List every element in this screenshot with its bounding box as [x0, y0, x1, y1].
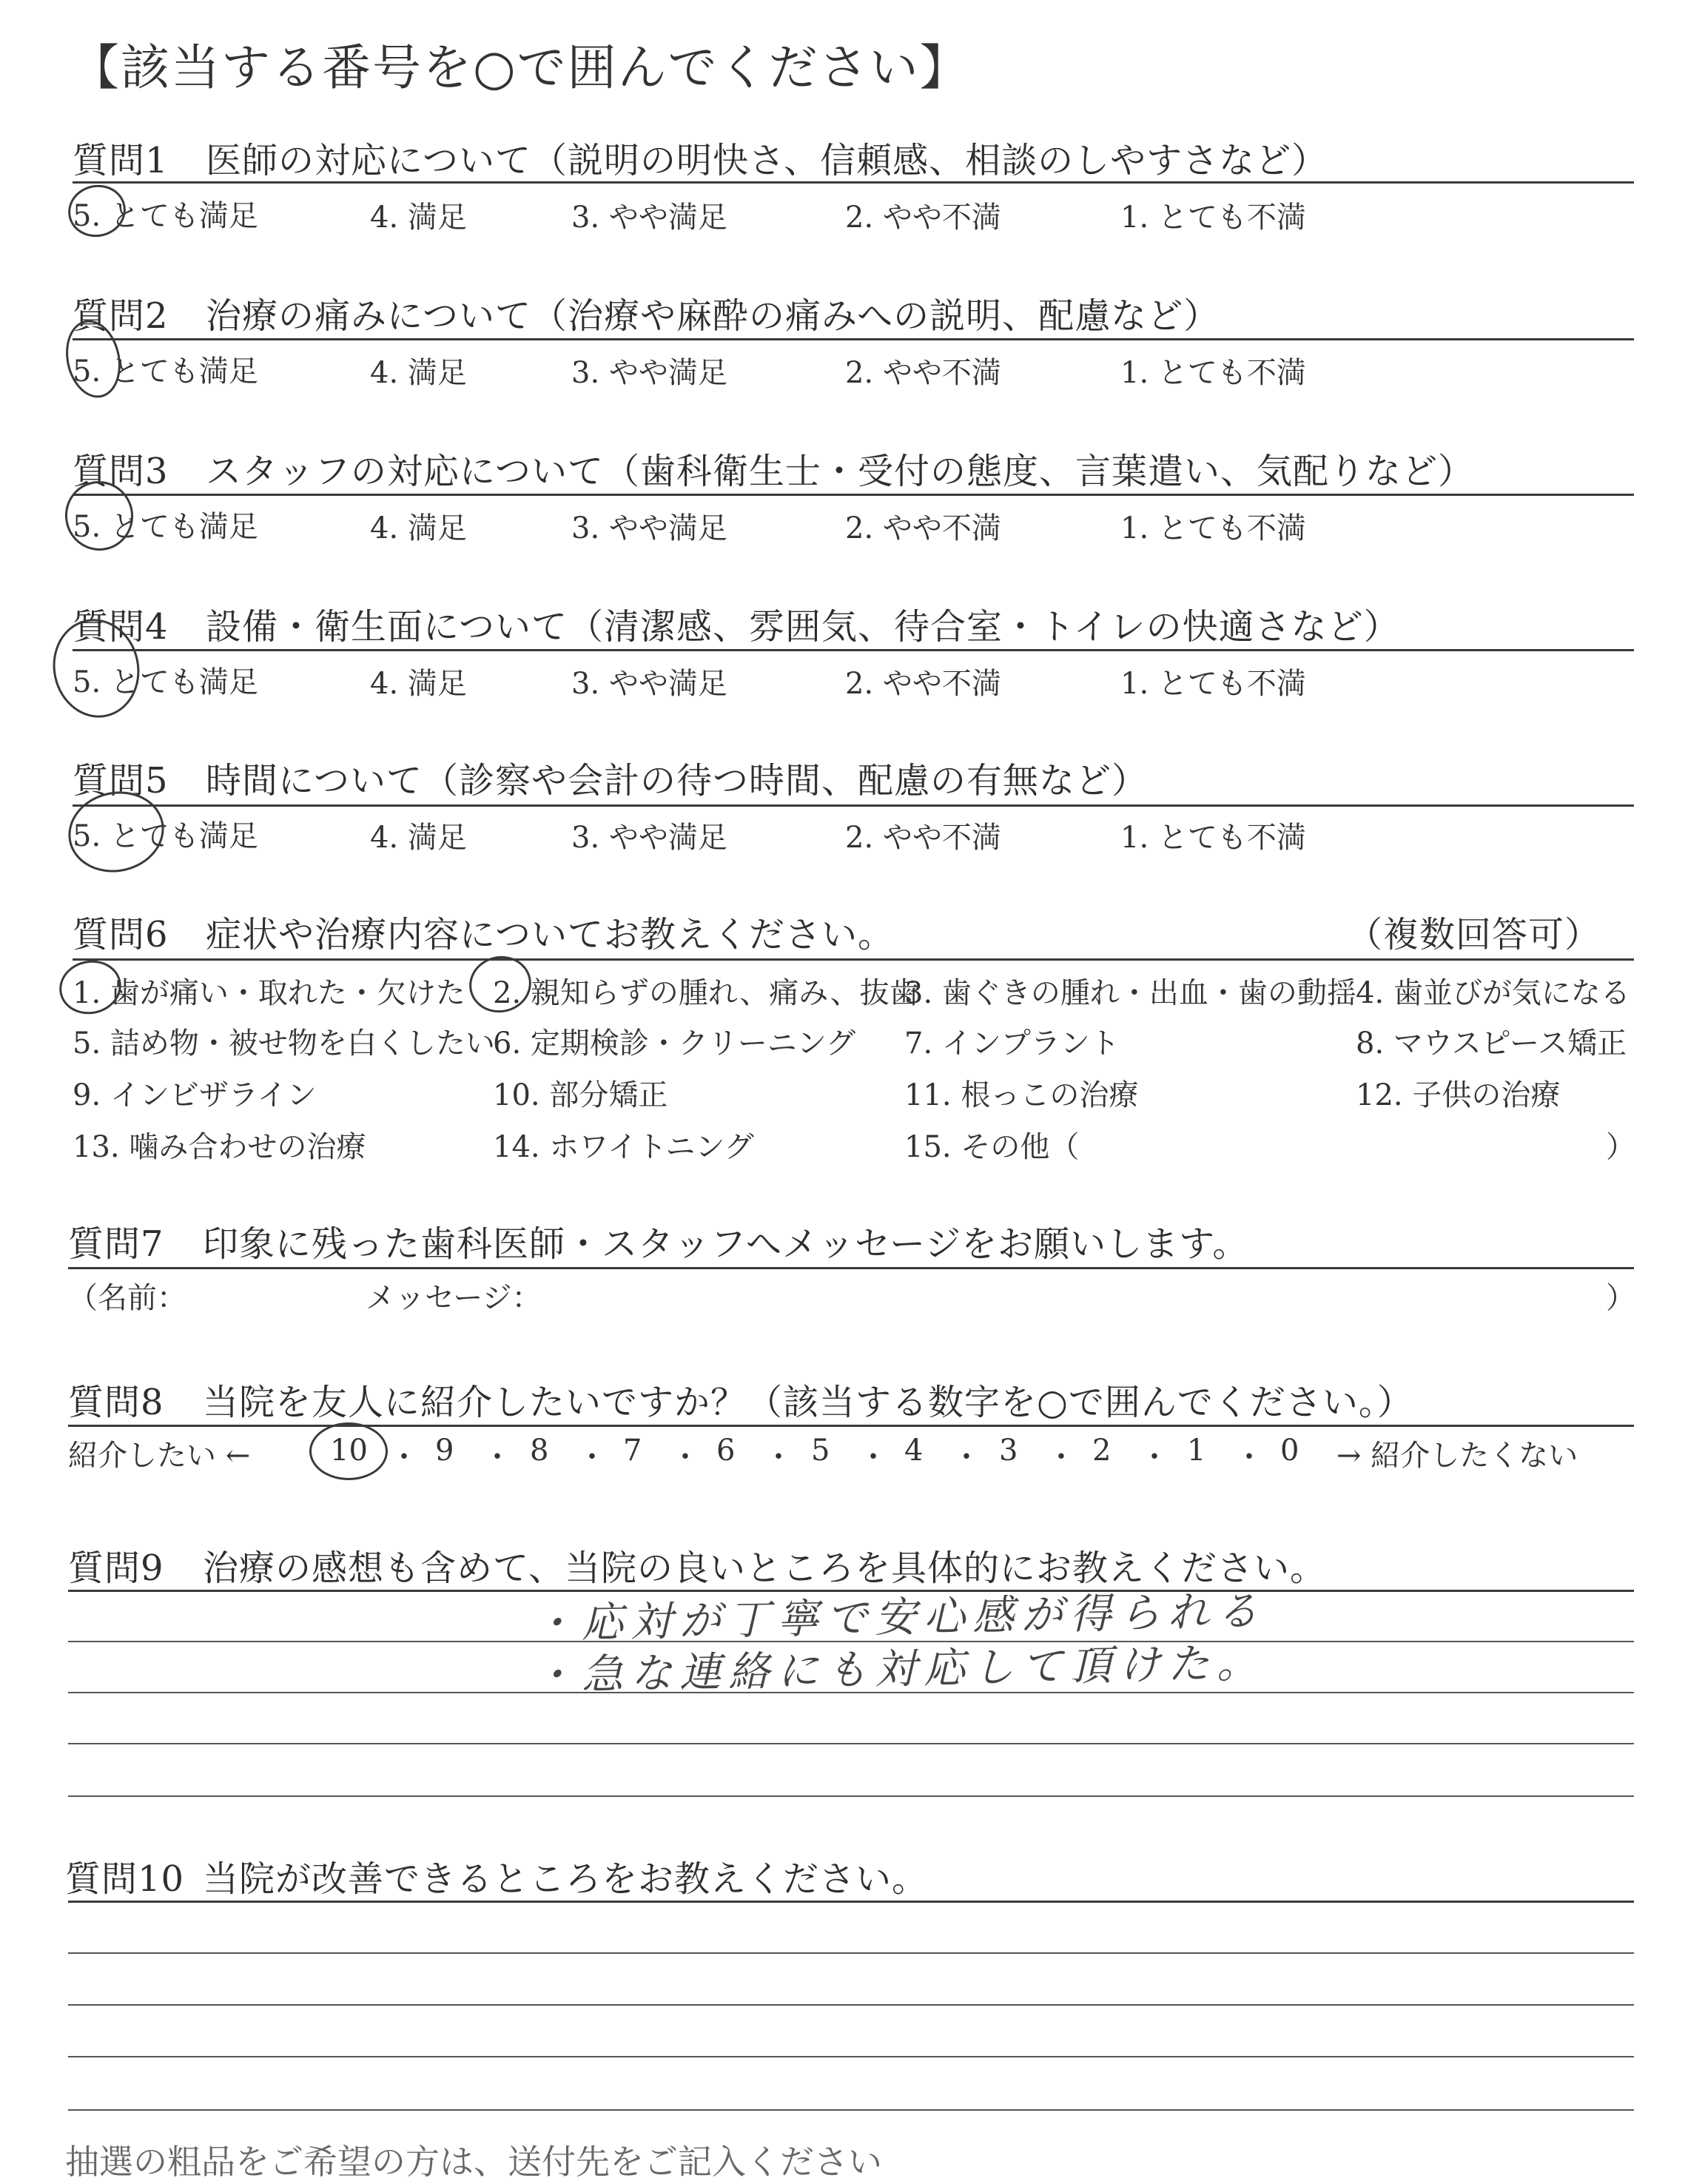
question-7-text: 印象に残った歯科医師・スタッフへメッセージをお願いします。: [203, 1223, 1249, 1265]
q8-score-2[interactable]: 2: [1092, 1434, 1112, 1468]
q1-option-3[interactable]: 3. やや満足: [571, 201, 727, 235]
q8-score-8[interactable]: 8: [530, 1434, 549, 1468]
q2-option-2[interactable]: 2. やや不満: [845, 356, 1001, 390]
q1-option-4[interactable]: 4. 満足: [370, 201, 467, 235]
q6-other-close: ）: [1606, 1130, 1635, 1164]
question-6-label: 質問6: [73, 914, 169, 955]
question-3-text: スタッフの対応について（歯科衛生士・受付の態度、言葉遣い、気配りなど）: [206, 451, 1475, 492]
q8-sep: ・: [482, 1440, 512, 1474]
q6-option-6[interactable]: 6. 定期検診・クリーニング: [493, 1027, 856, 1061]
q8-score-7[interactable]: 7: [623, 1434, 642, 1468]
q6-option-2[interactable]: 2. 親知らずの腫れ、痛み、抜歯: [493, 976, 919, 1010]
q3-option-3[interactable]: 3. やや満足: [571, 511, 727, 545]
q6-option-1[interactable]: 1. 歯が痛い・取れた・欠けた: [73, 976, 465, 1010]
question-2-label: 質問2: [73, 295, 169, 337]
q5-option-4[interactable]: 4. 満足: [370, 821, 467, 855]
footer-cutoff-text: 抽選の粗品をご希望の方は、送付先をご記入ください: [65, 2142, 882, 2182]
question-3-rule: [73, 494, 1634, 496]
q6-option-14[interactable]: 14. ホワイトニング: [493, 1130, 754, 1164]
q10-answer-line: [68, 2109, 1634, 2111]
q8-right-label: → 紹介したくない: [1336, 1439, 1578, 1473]
question-6-text: 症状や治療内容についてお教えください。: [206, 914, 895, 955]
q8-sep: ・: [1234, 1440, 1264, 1474]
q6-option-5[interactable]: 5. 詰め物・被せ物を白くしたい: [73, 1027, 495, 1061]
question-5-label: 質問5: [73, 760, 169, 802]
q5-option-5[interactable]: 5. とても満足: [73, 819, 258, 853]
question-4-text: 設備・衛生面について（清潔感、雰囲気、待合室・トイレの快適さなど）: [206, 606, 1400, 648]
q4-option-5[interactable]: 5. とても満足: [73, 665, 258, 699]
q7-message-label: メッセージ：: [366, 1281, 542, 1315]
q1-option-1[interactable]: 1. とても不満: [1120, 201, 1306, 235]
q1-option-5[interactable]: 5. とても満足: [73, 199, 258, 233]
q3-option-5[interactable]: 5. とても満足: [73, 510, 258, 544]
q8-sep: ・: [389, 1440, 419, 1474]
question-4-rule: [73, 649, 1634, 651]
q10-answer-line: [68, 2056, 1634, 2057]
q6-option-10[interactable]: 10. 部分矯正: [493, 1078, 668, 1112]
q8-score-0[interactable]: 0: [1280, 1434, 1299, 1468]
q6-option-13[interactable]: 13. 噛み合わせの治療: [73, 1130, 366, 1164]
question-3-label: 質問3: [73, 451, 169, 492]
q8-sep: ・: [1046, 1440, 1076, 1474]
q8-sep: ・: [1140, 1440, 1169, 1474]
question-7-label: 質問7: [68, 1223, 164, 1265]
question-10-rule: [68, 1901, 1634, 1903]
q9-handwritten-answer-2: ・急な連絡にも対応して頂けた。: [532, 1639, 1266, 1700]
q5-option-1[interactable]: 1. とても不満: [1120, 821, 1306, 855]
q4-option-2[interactable]: 2. やや不満: [845, 667, 1001, 701]
q4-option-4[interactable]: 4. 満足: [370, 667, 467, 701]
question-2-text: 治療の痛みについて（治療や麻酔の痛みへの説明、配慮など）: [206, 295, 1220, 337]
q10-answer-line: [68, 1952, 1634, 1954]
q8-selection-circle: [309, 1422, 388, 1480]
q7-name-label: （名前：: [68, 1281, 186, 1315]
form-title: 【該当する番号を○で囲んでください】: [70, 39, 970, 96]
q2-option-5[interactable]: 5. とても満足: [73, 355, 258, 389]
q7-close: ）: [1606, 1281, 1635, 1315]
question-8-rule: [68, 1425, 1634, 1427]
q4-option-3[interactable]: 3. やや満足: [571, 667, 727, 701]
q9-answer-line: [68, 1795, 1634, 1797]
q6-option-7[interactable]: 7. インプラント: [904, 1027, 1120, 1061]
question-9-label: 質問9: [68, 1548, 164, 1589]
question-1-rule: [73, 181, 1634, 184]
q5-option-2[interactable]: 2. やや不満: [845, 821, 1001, 855]
q1-option-2[interactable]: 2. やや不満: [845, 201, 1001, 235]
q8-sep: ・: [858, 1440, 888, 1474]
q6-option-12[interactable]: 12. 子供の治療: [1356, 1078, 1561, 1112]
q8-left-label: 紹介したい ←: [68, 1439, 251, 1473]
question-10-text: 当院が改善できるところをお教えください。: [203, 1858, 929, 1900]
q8-sep: ・: [952, 1440, 981, 1474]
question-6-rule: [73, 958, 1634, 961]
question-8-text: 当院を友人に紹介したいですか？（該当する数字を○で囲んでください。）: [203, 1382, 1413, 1423]
q8-sep: ・: [577, 1440, 607, 1474]
question-5-rule: [73, 804, 1634, 807]
question-1-text: 医師の対応について（説明の明快さ、信頼感、相談のしやすさなど）: [206, 140, 1328, 181]
q2-option-4[interactable]: 4. 満足: [370, 356, 467, 390]
question-6-note: （複数回答可）: [1347, 914, 1601, 955]
q6-option-8[interactable]: 8. マウスピース矯正: [1356, 1027, 1627, 1061]
q9-answer-line: [68, 1743, 1634, 1744]
q8-sep: ・: [670, 1440, 700, 1474]
q8-score-3[interactable]: 3: [999, 1434, 1018, 1468]
q8-score-4[interactable]: 4: [904, 1434, 924, 1468]
q6-option-11[interactable]: 11. 根っこの治療: [904, 1078, 1139, 1112]
q6-option-3[interactable]: 3. 歯ぐきの腫れ・出血・歯の動揺: [904, 976, 1356, 1010]
q6-option-9[interactable]: 9. インビザライン: [73, 1078, 317, 1112]
q10-answer-line: [68, 2004, 1634, 2006]
q8-sep: ・: [764, 1440, 793, 1474]
question-1-label: 質問1: [73, 140, 169, 181]
question-10-label: 質問10: [65, 1858, 185, 1900]
question-2-rule: [73, 338, 1634, 340]
q9-handwritten-answer-1: ・応対が丁寧で安心感が得られる: [532, 1587, 1266, 1648]
q2-option-3[interactable]: 3. やや満足: [571, 356, 727, 390]
q5-option-3[interactable]: 3. やや満足: [571, 821, 727, 855]
question-5-text: 時間について（診察や会計の待つ時間、配慮の有無など）: [206, 760, 1149, 802]
q4-option-1[interactable]: 1. とても不満: [1120, 667, 1306, 701]
q8-score-6[interactable]: 6: [716, 1434, 736, 1468]
q8-score-9[interactable]: 9: [435, 1434, 454, 1468]
q2-option-1[interactable]: 1. とても不満: [1120, 356, 1306, 390]
question-9-text: 治療の感想も含めて、当院の良いところを具体的にお教えください。: [203, 1548, 1327, 1589]
question-4-label: 質問4: [73, 606, 169, 648]
q8-score-5[interactable]: 5: [811, 1434, 830, 1468]
q3-option-4[interactable]: 4. 満足: [370, 511, 467, 545]
q6-option-4[interactable]: 4. 歯並びが気になる: [1356, 976, 1630, 1010]
question-8-label: 質問8: [68, 1382, 164, 1423]
q6-option-15[interactable]: 15. その他（: [904, 1130, 1080, 1164]
q8-score-1[interactable]: 1: [1187, 1434, 1206, 1468]
question-7-rule: [68, 1267, 1634, 1269]
q3-option-2[interactable]: 2. やや不満: [845, 511, 1001, 545]
q8-score-10[interactable]: 10: [330, 1434, 368, 1468]
q3-option-1[interactable]: 1. とても不満: [1120, 511, 1306, 545]
